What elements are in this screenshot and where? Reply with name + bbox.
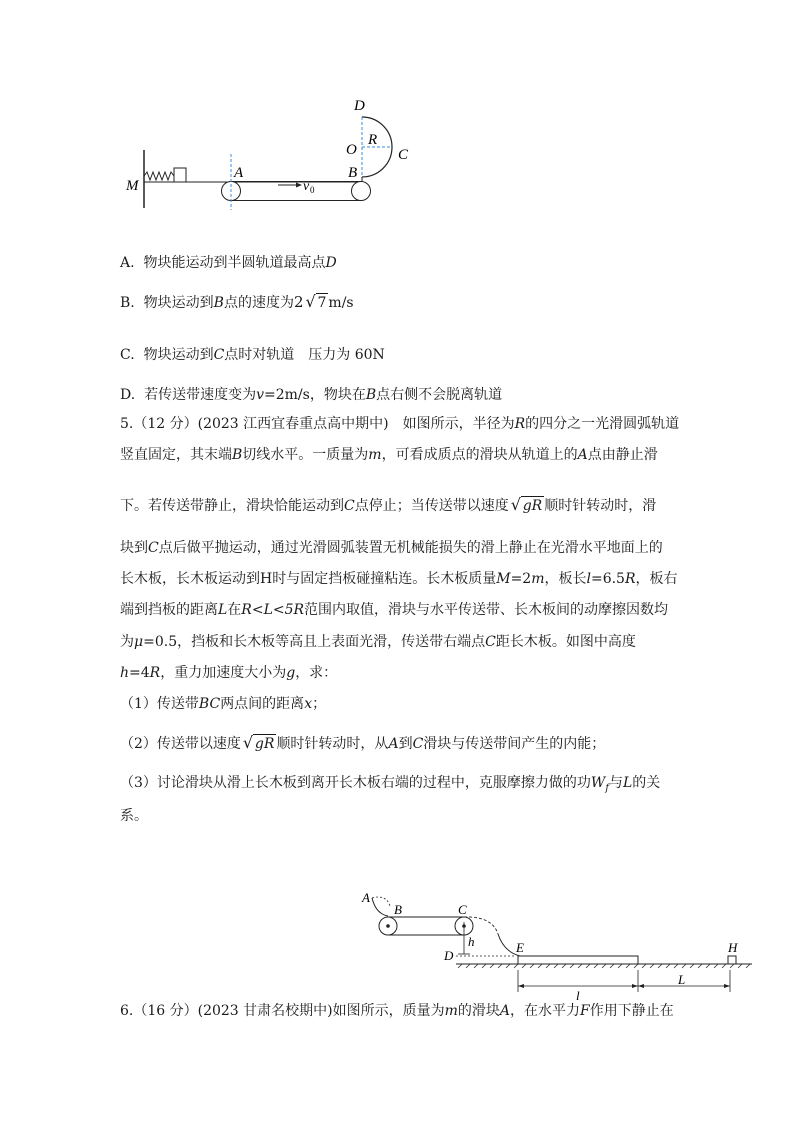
- block: [174, 168, 186, 182]
- figure-conveyor-board: [360, 888, 760, 1000]
- label-m: M: [126, 178, 139, 194]
- label-b: B: [348, 165, 358, 181]
- dim-l-arrow-right: [632, 984, 638, 988]
- dim-bigl-arrow-right: [724, 984, 730, 988]
- sqrt-7: √ 7: [305, 292, 327, 311]
- label-e: E: [516, 940, 524, 955]
- sqrt-gR: √ gR: [510, 495, 543, 514]
- label-l: l: [576, 988, 580, 1000]
- q6-line-1: 6.（16 分）(2023 甘肃名校期中)如图所示，质量为m的滑块A，在水平力F作用下静止在: [120, 1003, 674, 1019]
- q5-subq-3: （3）讨论滑块从滑上长木板到离开长木板右端的过程中，克服摩擦力做的功$W_f$与L的关: [120, 775, 661, 794]
- label-c: C: [458, 902, 467, 917]
- q5-line-2: 竖直固定，其末端B切线水平。一质量为m，可看成质点的滑块从轨道上的A点由静止滑: [120, 447, 658, 463]
- sqrt-gR-2: √ gR: [242, 733, 275, 752]
- figure-conveyor-semicircle: [110, 92, 430, 212]
- label-d: D: [444, 948, 454, 963]
- quarter-arc: [372, 898, 388, 916]
- label-r: R: [368, 132, 378, 148]
- dim-bigl-arrow-left: [638, 984, 644, 988]
- label-b: B: [394, 902, 402, 917]
- label-c: C: [398, 147, 409, 163]
- label-a: A: [234, 165, 244, 181]
- ground-hatch: [458, 964, 750, 968]
- q5-subq-3-cont: 系。: [120, 808, 148, 824]
- label-h: h: [468, 934, 475, 949]
- q5-line-4: 块到C点后做平抛运动，通过光滑圆弧装置无机械能损失的滑上静止在光滑水平地面上的: [120, 540, 663, 556]
- label-v0-sub: 0: [310, 185, 315, 195]
- label-o: O: [346, 142, 357, 158]
- label-bigl: L: [678, 972, 686, 987]
- q5-line-5: 长木板，长木板运动到H时与固定挡板碰撞粘连。长木板质量M=2m，板长l=6.5R，板右: [120, 571, 678, 587]
- label-v0: v: [303, 179, 310, 194]
- q5-subq-2: （2）传送带以速度 √ gR 顺时针转动时，从A到C滑块与传送带间产生的内能；: [120, 733, 606, 752]
- pulley-b-axle: [386, 924, 390, 928]
- baffle-h: [728, 956, 736, 964]
- option-c: C. 物块运动到C点时对轨道 压力为 60N: [120, 347, 385, 363]
- pulley-b: [352, 182, 371, 201]
- q5-line-8: h=4R，重力加速度大小为g，求：: [120, 665, 338, 681]
- label-a: A: [362, 890, 370, 905]
- q5-line-1: 5.（12 分）(2023 江西宜春重点高中期中) 如图所示，半径为R的四分之一光滑圆弧轨道: [120, 416, 680, 432]
- option-d: D. 若传送带速度变为v=2m/s，物块在B点右侧不会脱离轨道: [120, 387, 503, 403]
- dim-l-arrow-left: [518, 984, 524, 988]
- option-a: A. 物块能运动到半圆轨道最高点D: [120, 255, 337, 271]
- label-h-baffle: H: [728, 940, 738, 955]
- option-b: B. 物块运动到B点的速度为2 √ 7 m/s: [120, 292, 354, 311]
- long-board: [518, 956, 638, 964]
- label-d: D: [354, 98, 365, 114]
- spring: [144, 172, 174, 180]
- q5-line-7: 为μ=0.5，挡板和长木板等高且上表面光滑，传送带右端点C距长木板。如图中高度: [120, 634, 636, 650]
- q5-line-3: 下。若传送带静止，滑块恰能运动到C点停止；当传送带以速度 √ gR 顺时针转动时，滑: [120, 495, 657, 514]
- q5-line-6: 端到挡板的距离L在R<L<5R范围内取值，滑块与水平传送带、长木板间的动摩擦因数均: [120, 602, 669, 618]
- velocity-arrowhead: [296, 183, 302, 188]
- q5-subq-1: （1）传送带BC两点间的距离x；: [120, 696, 327, 712]
